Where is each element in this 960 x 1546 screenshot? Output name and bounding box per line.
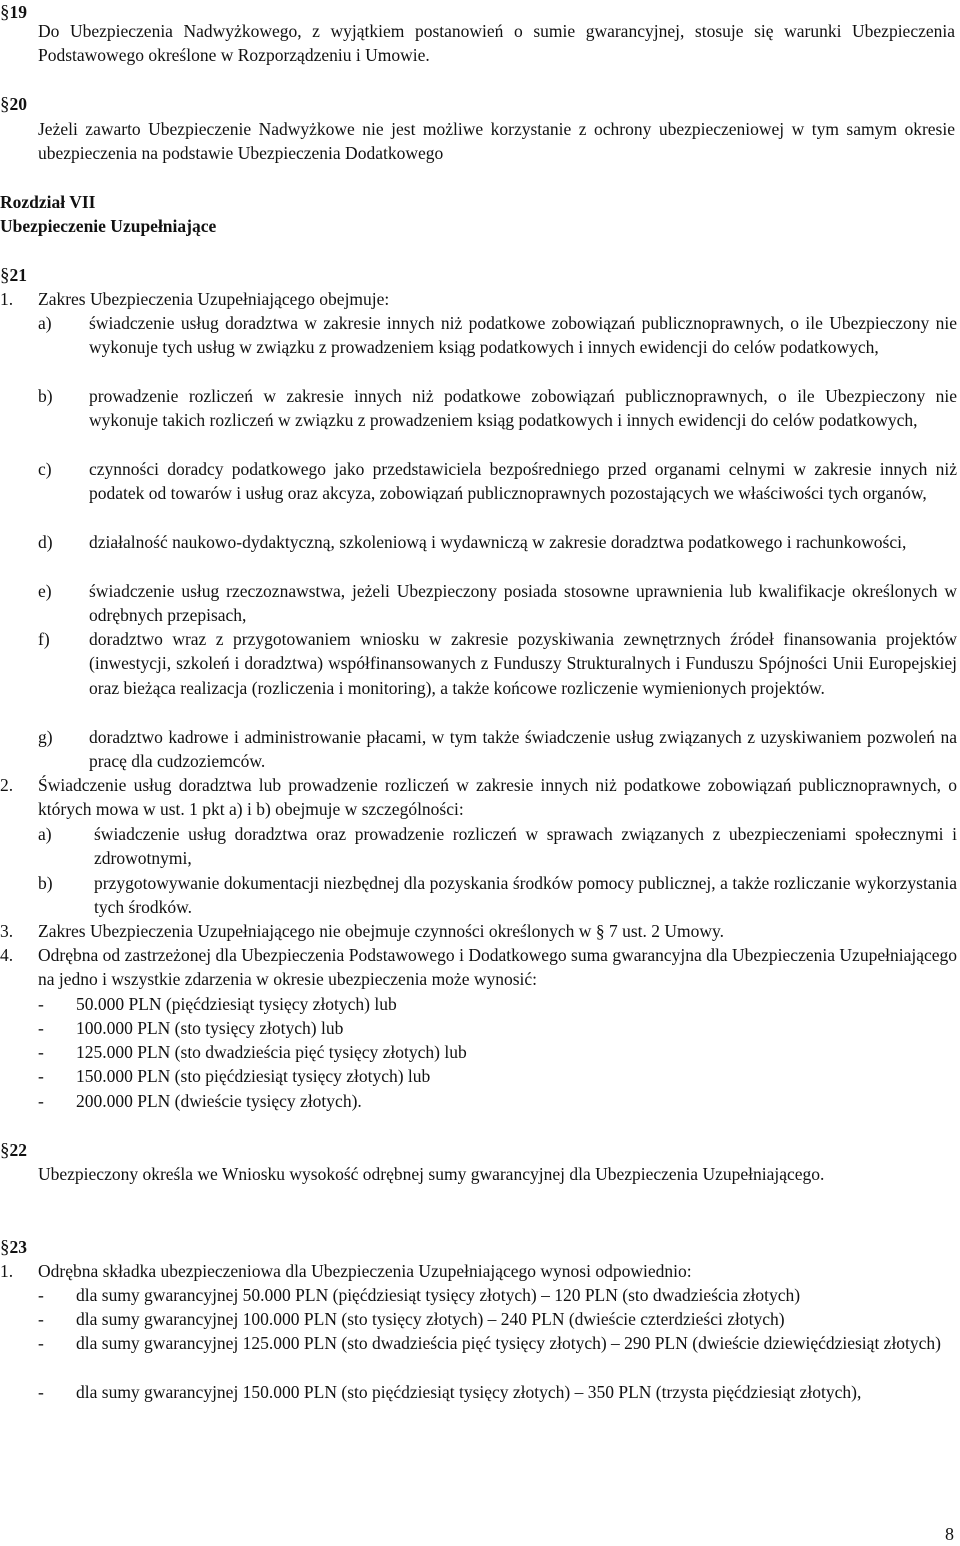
section-heading-22 [0, 1138, 27, 1163]
list-marker: - [38, 1382, 44, 1402]
list-item-text: czynności doradcy podatkowego jako przedstawiciela bezpośredniego przed organami celnymi w zakresie innych niż podatek od towarów i usług oraz akcyza, zobowiązań publicznoprawnych pozostających we właściwości tych organów, [89, 459, 957, 504]
list-marker: - [38, 1309, 44, 1329]
list-marker: - [38, 1091, 44, 1111]
list-marker: a) [38, 313, 52, 333]
list-item-text: doradztwo wraz z przygotowaniem wniosku w zakresie pozyskiwania zewnętrznych źródeł finansowania projektów (inwestycji, szkoleń i doradztwa) współfinansowanych z Funduszy Strukturalnych i Funduszu Spójności Unii Europejskiej oraz bieżąca realizacja (rozliczenia i monitoring), a także końcowe rozliczenie wymienionych projektów. [89, 629, 957, 698]
list-marker: b) [38, 873, 53, 893]
list-marker: c) [38, 459, 52, 479]
list-item-text: prowadzenie rozliczeń w zakresie innych niż podatkowe zobowiązań publicznoprawnych, o ile Ubezpieczony nie wykonuje takich rozliczeń w związku z prowadzeniem ksiąg podatkowych i innych ewidencji do celów podatkowych, [89, 386, 957, 431]
paragraph-marker: 2. [0, 775, 14, 795]
chapter-label: Rozdział VII [0, 192, 96, 212]
list-marker: - [38, 994, 44, 1014]
list-item-text: 150.000 PLN (sto pięćdziesiąt tysięcy złotych) lub [76, 1066, 431, 1086]
section-symbol: § [0, 265, 10, 286]
list-item-text: 100.000 PLN (sto tysięcy złotych) lub [76, 1018, 344, 1038]
list-marker: g) [38, 727, 53, 747]
paragraph-marker: 1. [0, 1261, 14, 1281]
list-marker: - [38, 1066, 44, 1086]
section-number: 22 [9, 1140, 27, 1160]
list-item-text: świadczenie usług doradztwa w zakresie innych niż podatkowe zobowiązań publicznoprawnych, o ile Ubezpieczony nie wykonuje tych usług w związku z prowadzeniem ksiąg podatkowych i innych ewidencji do celów podatkowych, [89, 313, 957, 358]
section-20-text: Jeżeli zawarto Ubezpieczenie Nadwyżkowe nie jest możliwe korzystanie z ochrony ubezpieczeniowej w tym samym okresie ubezpieczenia na podstawie Ubezpieczenia Dodatkowego [38, 119, 955, 164]
section-22-text: Ubezpieczony określa we Wniosku wysokość odrębnej sumy gwarancyjnej dla Ubezpieczenia Uzupełniającego. [38, 1164, 825, 1184]
chapter-title: Ubezpieczenie Uzupełniające [0, 216, 217, 236]
list-item-text: dla sumy gwarancyjnej 150.000 PLN (sto pięćdziesiąt tysięcy złotych) – 350 PLN (trzysta pięćdziesiąt złotych), [76, 1382, 862, 1402]
paragraph-marker: 3. [0, 921, 14, 941]
list-item-text: dla sumy gwarancyjnej 125.000 PLN (sto dwadzieścia pięć tysięcy złotych) – 290 PLN (dwieście dziewięćdziesiąt złotych) [76, 1333, 942, 1353]
list-item-text: świadczenie usług rzeczoznawstwa, jeżeli Ubezpieczony posiada stosowne uprawnienia lub kwalifikacje określonych w odrębnych przepisach, [89, 581, 957, 626]
list-item-text: 50.000 PLN (pięćdziesiąt tysięcy złotych) lub [76, 994, 397, 1014]
list-item-text: dla sumy gwarancyjnej 50.000 PLN (pięćdziesiąt tysięcy złotych) – 120 PLN (sto dwadzieścia złotych) [76, 1285, 801, 1305]
list-item-text: 200.000 PLN (dwieście tysięcy złotych). [76, 1091, 362, 1111]
list-item-text: dla sumy gwarancyjnej 100.000 PLN (sto tysięcy złotych) – 240 PLN (dwieście czterdzieści złotych) [76, 1309, 785, 1329]
list-marker: - [38, 1042, 44, 1062]
list-item-text: świadczenie usług doradztwa oraz prowadzenie rozliczeń w sprawach związanych z ubezpieczeniami społecznymi i zdrowotnymi, [94, 824, 957, 869]
section-number: 19 [9, 2, 27, 22]
section-number: 20 [9, 94, 27, 114]
section-symbol: § [0, 1140, 10, 1161]
list-item-text: 125.000 PLN (sto dwadzieścia pięć tysięcy złotych) lub [76, 1042, 467, 1062]
paragraph-text: Zakres Ubezpieczenia Uzupełniającego obejmuje: [38, 289, 390, 309]
list-item-text: przygotowywanie dokumentacji niezbędnej dla pozyskania środków pomocy publicznej, a także rozliczanie wykorzystania tych środków. [94, 873, 957, 918]
section-heading-21 [0, 263, 27, 288]
paragraph-text: Odrębna od zastrzeżonej dla Ubezpieczenia Podstawowego i Dodatkowego suma gwarancyjna dla Ubezpieczenia Uzupełniającego na jedno i wszystkie zdarzenia w okresie ubezpieczenia może wynosić: [38, 945, 957, 990]
section-heading-19 [0, 0, 27, 25]
paragraph-text: Odrębna składka ubezpieczeniowa dla Ubezpieczenia Uzupełniającego wynosi odpowiednio: [38, 1261, 692, 1281]
paragraph-text: Zakres Ubezpieczenia Uzupełniającego nie obejmuje czynności określonych w § 7 ust. 2 Umowy. [38, 921, 724, 941]
section-symbol: § [0, 94, 10, 115]
list-marker: b) [38, 386, 53, 406]
section-symbol: § [0, 1237, 10, 1258]
list-marker: e) [38, 581, 52, 601]
section-heading-23 [0, 1235, 27, 1260]
section-19-text: Do Ubezpieczenia Nadwyżkowego, z wyjątkiem postanowień o sumie gwarancyjnej, stosuje się warunki Ubezpieczenia Podstawowego określone w Rozporządzeniu i Umowie. [38, 21, 955, 66]
section-heading-20 [0, 92, 27, 117]
paragraph-text: Świadczenie usług doradztwa lub prowadzenie rozliczeń w zakresie innych niż podatkowe zobowiązań publicznoprawnych, o których mowa w ust. 1 pkt a) i b) obejmuje w szczególności: [38, 775, 957, 820]
page-number: 8 [945, 1524, 954, 1544]
paragraph-marker: 4. [0, 945, 14, 965]
list-marker: f) [38, 629, 50, 649]
list-item-text: doradztwo kadrowe i administrowanie płacami, w tym także świadczenie usług związanych z uzyskiwaniem pozwoleń na pracę dla cudzoziemców. [89, 727, 957, 772]
list-marker: - [38, 1333, 44, 1353]
list-item-text: działalność naukowo-dydaktyczną, szkoleniową i wydawniczą w zakresie doradztwa podatkowego i rachunkowości, [89, 532, 907, 552]
paragraph-marker: 1. [0, 289, 14, 309]
section-number: 23 [9, 1237, 27, 1257]
section-symbol: § [0, 2, 10, 23]
section-number: 21 [9, 265, 27, 285]
list-marker: d) [38, 532, 53, 552]
list-marker: - [38, 1285, 44, 1305]
list-marker: - [38, 1018, 44, 1038]
list-marker: a) [38, 824, 52, 844]
